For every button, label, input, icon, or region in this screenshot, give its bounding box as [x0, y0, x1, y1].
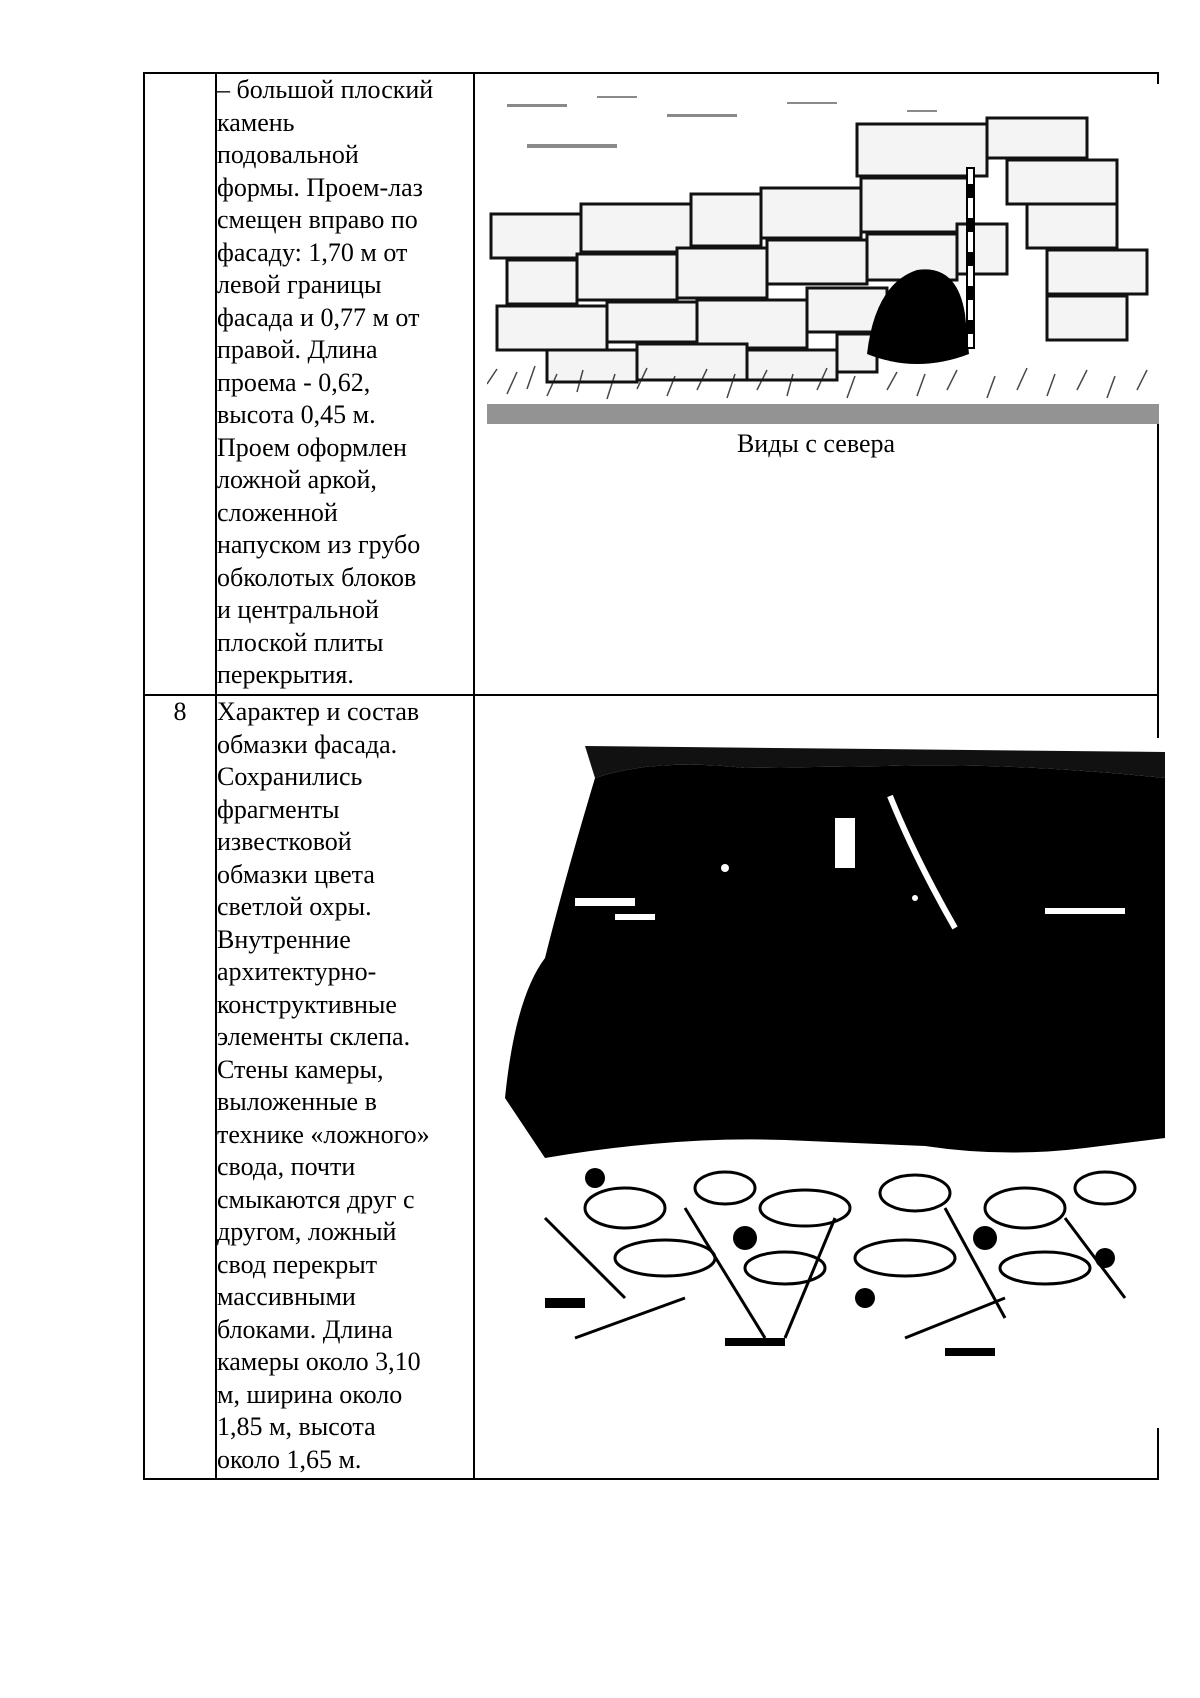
photo-cell: [474, 695, 1158, 1479]
description-cell: [216, 73, 474, 695]
table-row: [144, 695, 1158, 1479]
row-number: [144, 73, 216, 695]
photo-caption: Виды с севера: [736, 429, 896, 458]
photo-cell: [474, 73, 1158, 695]
description-text: Характер и состав обмазки фасада. Сохранились фрагменты известковой обмазки цвета светлой охры. Внутренние архитектурно- конструктивные элементы склепа. Стены камеры, выложенные в технике «ложного» свода, почти смыкаются друг с другом, ложный свод перекрыт массивными блоками. Длина камеры около 3,10 м, ширина около 1,85 м, высота около 1,65 м.: [217, 697, 430, 1474]
table-row: [144, 73, 1158, 695]
description-cell: [216, 695, 474, 1479]
row-number: 8: [144, 695, 216, 1479]
interior-photo: [485, 738, 1165, 1428]
facade-photo: [487, 84, 1159, 424]
description-text: – большой плоский камень подовальной формы. Проем-лаз смещен вправо по фасаду: 1,70 м от левой границы фасада и 0,77 м от правой. Длина проема - 0,62, высота 0,45 м. Проем оформлен ложной аркой, сложенной напуском из грубо обколотых блоков и центральной плоской плиты перекрытия.: [217, 75, 434, 689]
description-table: [143, 72, 1159, 1480]
